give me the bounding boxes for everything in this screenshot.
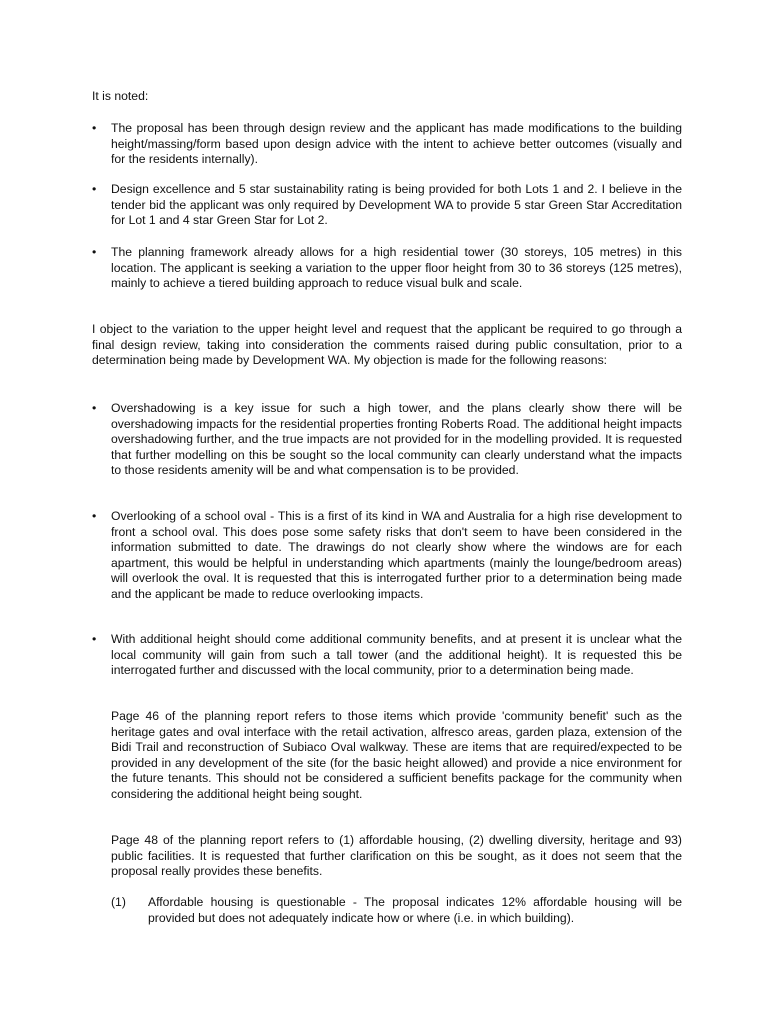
bullet-icon: • (92, 509, 97, 523)
reason-item-text: Overshadowing is a key issue for such a high tower, and the plans clearly show there will be overshadowing impacts for the residential properties fronting Roberts Road. The additional height impacts overshadowing further, and the true impacts are not provided for in the modelling provided. It is requested that further modelling on this be sought so the local community can clearly understand what the impacts to those residents amenity will be and what compensation is to be provided. (111, 401, 682, 477)
reason-item-text: Overlooking of a school oval - This is a first of its kind in WA and Australia for a high rise development to front a school oval. This does pose some safety risks that don't seem to have been considered in the information submitted to date. The drawings do not clearly show where the windows are for each apartment, this would be helpful in understanding which apartments (mainly the lounge/bedroom areas) will overlook the oval. It is requested that this is interrogated further prior to a determination being made and the applicant be made to reduce overlooking impacts. (111, 509, 682, 601)
bullet-icon: • (92, 245, 97, 259)
intro-text: It is noted: (92, 89, 149, 103)
item-number: (1) (111, 895, 126, 909)
noted-item-2 (92, 182, 682, 229)
bullet-icon: • (92, 632, 97, 646)
page48-paragraph: Page 48 of the planning report refers to (1) affordable housing, (2) dwelling diversity, heritage and 93) public facilities. It is requested that further clarification on this be sought, as it does not seem that the proposal really provides these benefits. (111, 833, 682, 878)
noted-item-text: Design excellence and 5 star sustainability rating is being provided for both Lots 1 and 2. I believe in the tender bid the applicant was only required by Development WA to provide 5 star Green Star Accreditation for Lot 1 and 4 star Green Star for Lot 2. (111, 182, 682, 227)
noted-item-3 (92, 245, 682, 292)
objection-paragraph: I object to the variation to the upper height level and request that the applicant be required to go through a final design review, taking into consideration the comments raised during public consultation, prior to a determination being made by Development WA. My objection is made for the following reasons: (92, 322, 682, 367)
numbered-item-text: Affordable housing is questionable - The proposal indicates 12% affordable housing will be provided but does not adequately indicate how or where (i.e. in which building). (148, 895, 682, 925)
reason-item-text: With additional height should come additional community benefits, and at present it is unclear what the local community will gain from such a tall tower (and the additional height). It is requested this be interrogated further and discussed with the local community, prior to a determination being made. (111, 632, 682, 677)
numbered-item-1 (111, 895, 682, 926)
bullet-icon: • (92, 182, 97, 196)
bullet-icon: • (92, 401, 97, 415)
reason-item-2 (92, 509, 682, 602)
reason-item-1 (92, 401, 682, 479)
noted-item-text: The proposal has been through design review and the applicant has made modifications to the building height/massing/form based upon design advice with the intent to achieve better outcomes (visually and for the residents internally). (111, 121, 682, 166)
noted-item-text: The planning framework already allows for a high residential tower (30 storeys, 105 metres) in this location. The applicant is seeking a variation to the upper floor height from 30 to 36 storeys (125 metres), mainly to achieve a tiered building approach to reduce visual bulk and scale. (111, 245, 682, 290)
page46-paragraph: Page 46 of the planning report refers to those items which provide 'community benefit' such as the heritage gates and oval interface with the retail activation, alfresco areas, garden plaza, extension of the Bidi Trail and reconstruction of Subiaco Oval walkway. These are items that are required/expected to be provided in any development of the site (for the basic height allowed) and provide a nice environment for the future tenants. This should not be considered a sufficient benefits package for the community when considering the additional height being sought. (111, 709, 682, 801)
bullet-icon: • (92, 121, 97, 135)
reason-item-3 (92, 632, 682, 679)
noted-item-1 (92, 121, 682, 168)
